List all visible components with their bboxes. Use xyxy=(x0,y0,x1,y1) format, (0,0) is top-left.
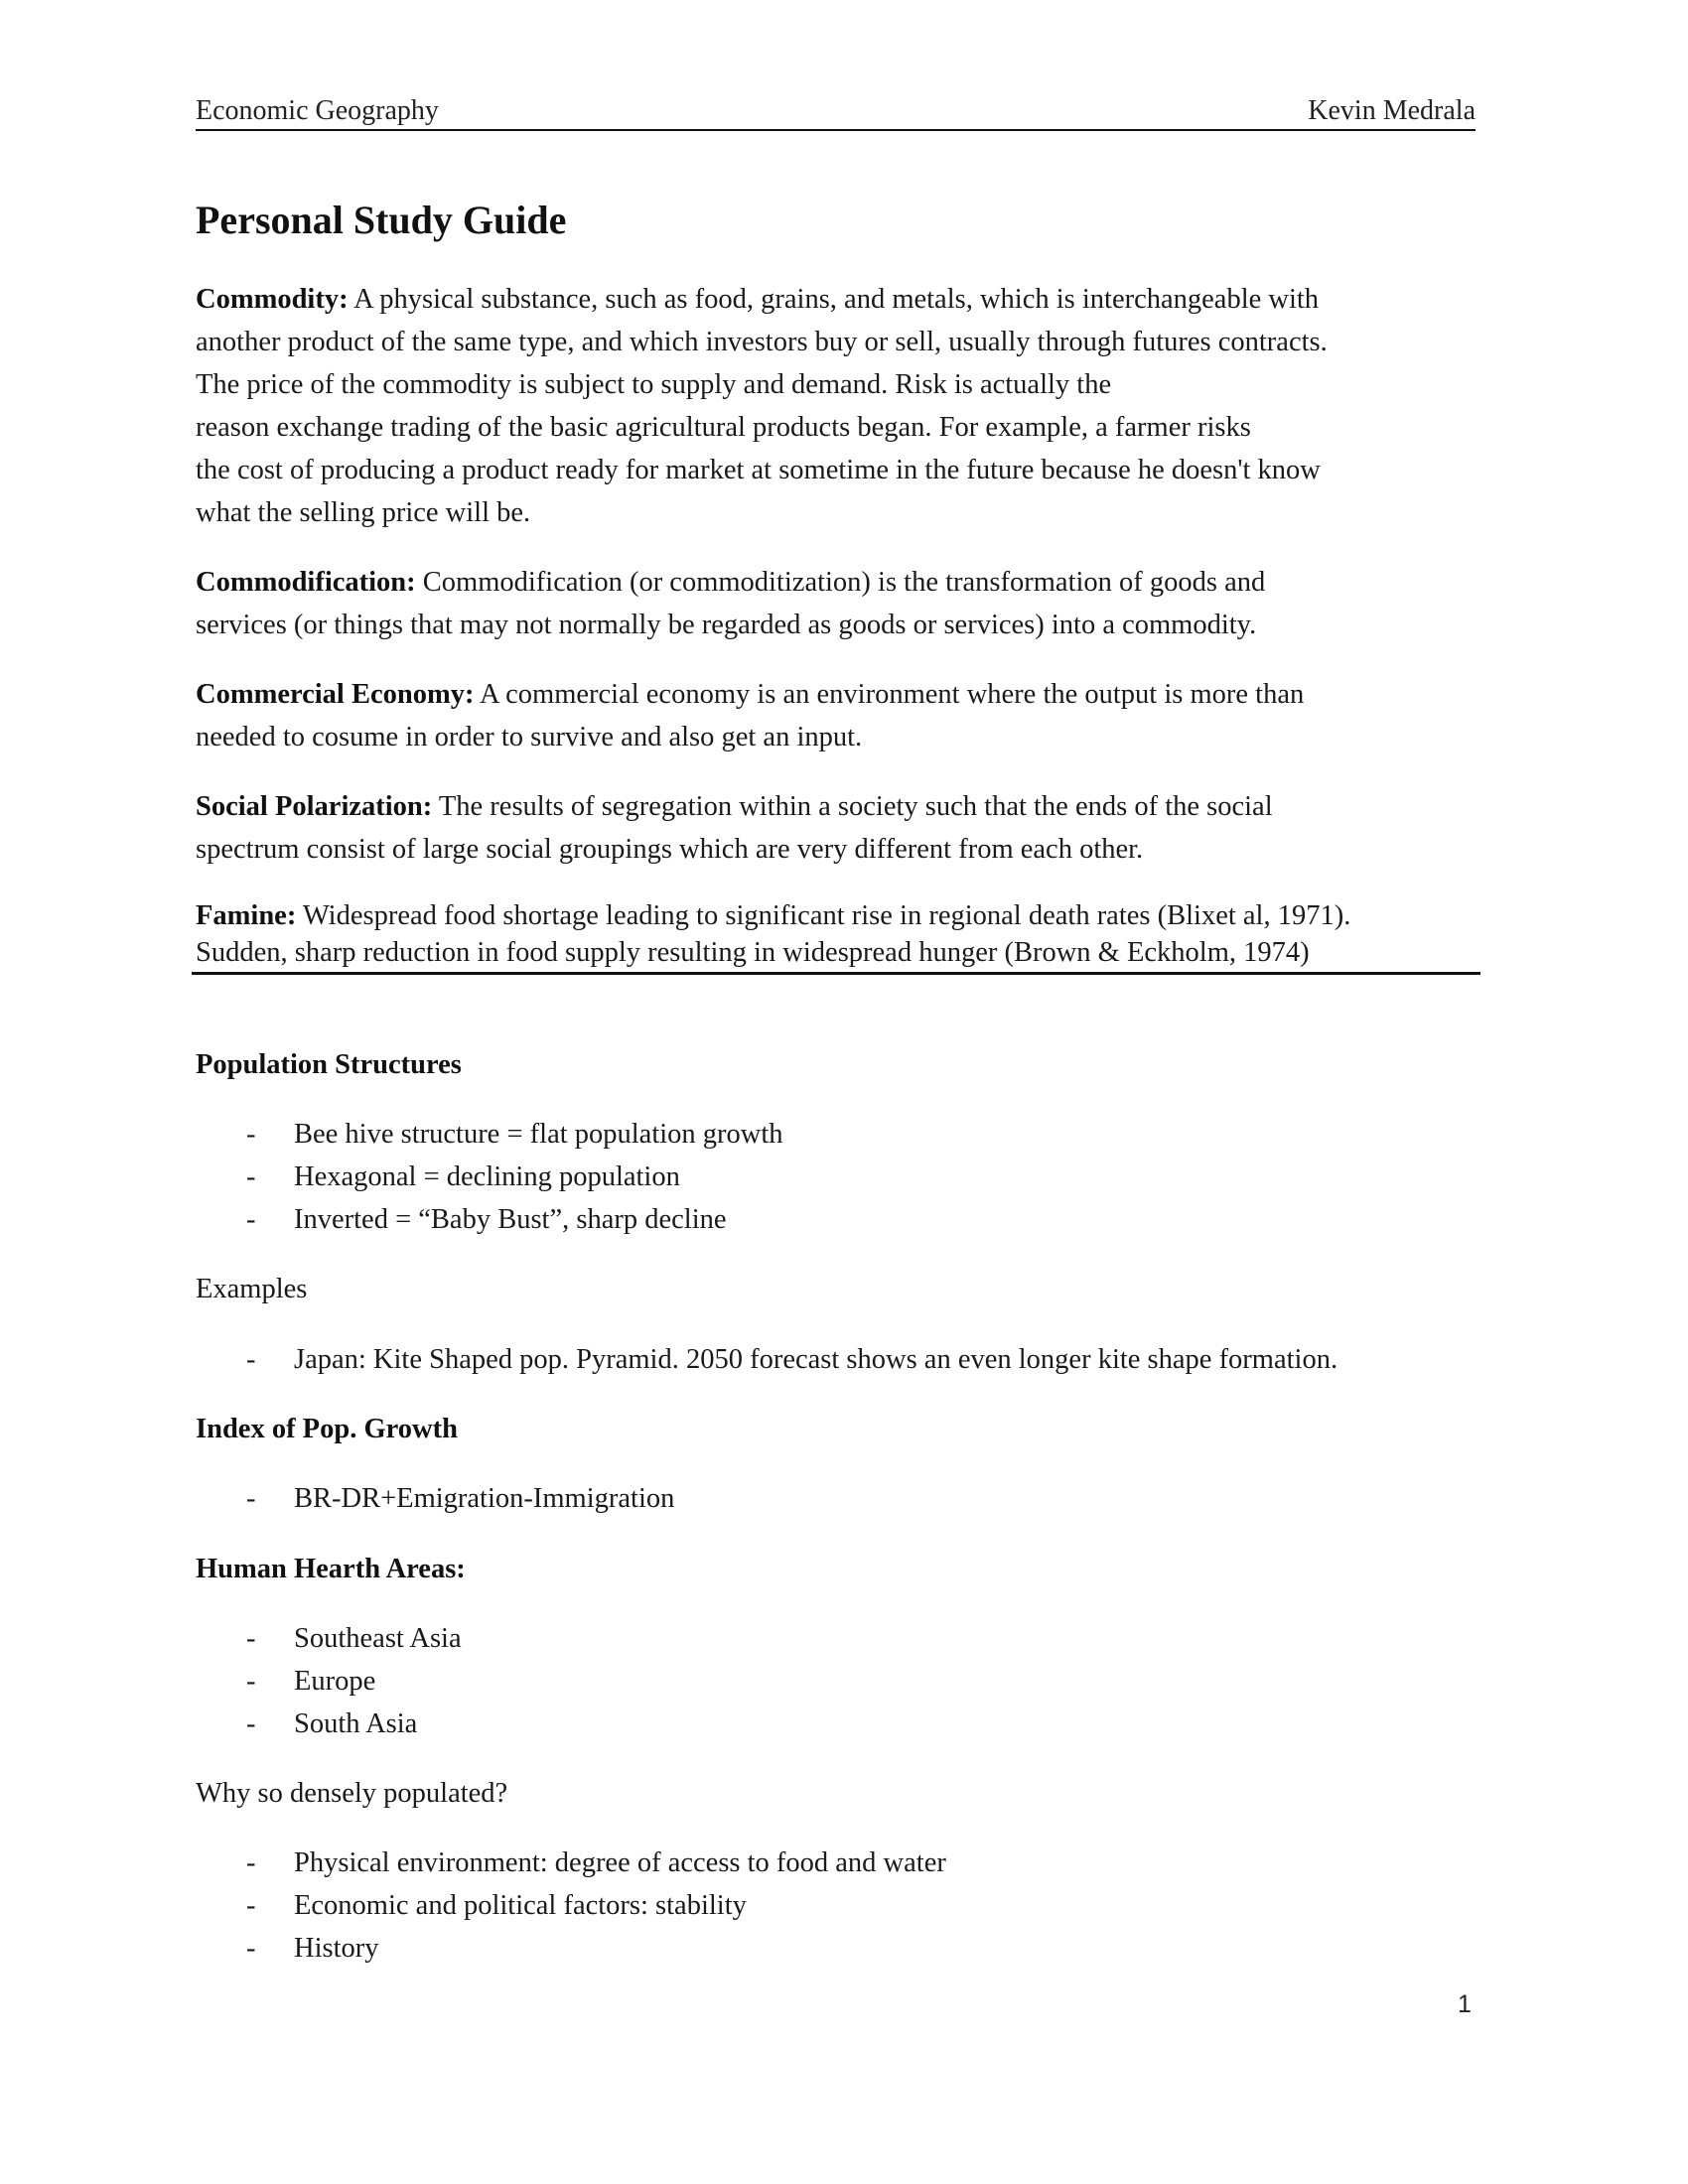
list-item: - Physical environment: degree of access to food and water xyxy=(246,1847,946,1878)
definition-commodity: Commodity: A physical substance, such as food, grains, and metals, which is interchangeable with another product of the same type, and which investors buy or sell, usually through futures contracts. The price of the commodity is subject to supply and demand. Risk is actually the reason exchange trading of the basic agricultural products began. For example, a farmer risks the cost of producing a product ready for market at sometime in the future because he doesn't know what the selling price will be. xyxy=(196,284,1328,528)
density-reasons-list xyxy=(196,1842,946,1970)
definition-famine: Famine: Widespread food shortage leading to significant rise in regional death rates (Blixet al, 1971). Sudden, sharp reduction in food supply resulting in widespread hunger (Brown & Eckholm, 1974) xyxy=(196,900,1351,968)
list-item: - Inverted = “Baby Bust”, sharp decline xyxy=(246,1204,727,1235)
examples-list xyxy=(196,1338,1337,1381)
definition-term: Famine: xyxy=(196,900,297,931)
density-question: Why so densely populated? xyxy=(196,1778,508,1809)
page-number: 1 xyxy=(1458,1990,1472,2018)
heading-human-hearth-areas: Human Hearth Areas: xyxy=(196,1554,466,1584)
list-item: - Bee hive structure = flat population growth xyxy=(246,1119,783,1150)
definition-term: Commodity: xyxy=(196,284,349,315)
population-structures-list xyxy=(196,1113,783,1241)
section-divider xyxy=(192,972,1480,975)
definition-term: Social Polarization: xyxy=(196,791,433,822)
definition-term: Commercial Economy: xyxy=(196,679,475,710)
examples-label: Examples xyxy=(196,1274,308,1304)
index-of-growth-list xyxy=(196,1477,674,1520)
definition-commodification: Commodification: Commodification (or commoditization) is the transformation of goods and services (or things that may not normally be regarded as goods or services) into a commodity. xyxy=(196,567,1266,640)
page-header xyxy=(196,95,1476,131)
hearth-areas-list xyxy=(196,1617,462,1745)
header-author: Kevin Medrala xyxy=(1308,95,1476,126)
header-course: Economic Geography xyxy=(196,95,439,126)
definition-commercial-economy: Commercial Economy: A commercial economy is an environment where the output is more than needed to cosume in order to survive and also get an input. xyxy=(196,679,1305,752)
list-item: - BR-DR+Emigration-Immigration xyxy=(246,1483,675,1514)
list-item: - Hexagonal = declining population xyxy=(246,1161,680,1192)
list-item: - Southeast Asia xyxy=(246,1623,462,1654)
list-item: - Japan: Kite Shaped pop. Pyramid. 2050 forecast shows an even longer kite shape formation. xyxy=(246,1344,1338,1375)
page-title: Personal Study Guide xyxy=(196,198,567,242)
definitions-section xyxy=(196,278,1486,971)
heading-population-structures: Population Structures xyxy=(196,1049,462,1080)
heading-index-of-pop-growth: Index of Pop. Growth xyxy=(196,1414,458,1444)
list-item: - History xyxy=(246,1933,379,1964)
definition-social-polarization: Social Polarization: The results of segregation within a society such that the ends of the social spectrum consist of large social groupings which are very different from each other. xyxy=(196,791,1273,865)
list-item: - Economic and political factors: stability xyxy=(246,1890,747,1921)
definition-term: Commodification: xyxy=(196,567,416,598)
list-item: - South Asia xyxy=(246,1708,418,1739)
list-item: - Europe xyxy=(246,1666,376,1697)
